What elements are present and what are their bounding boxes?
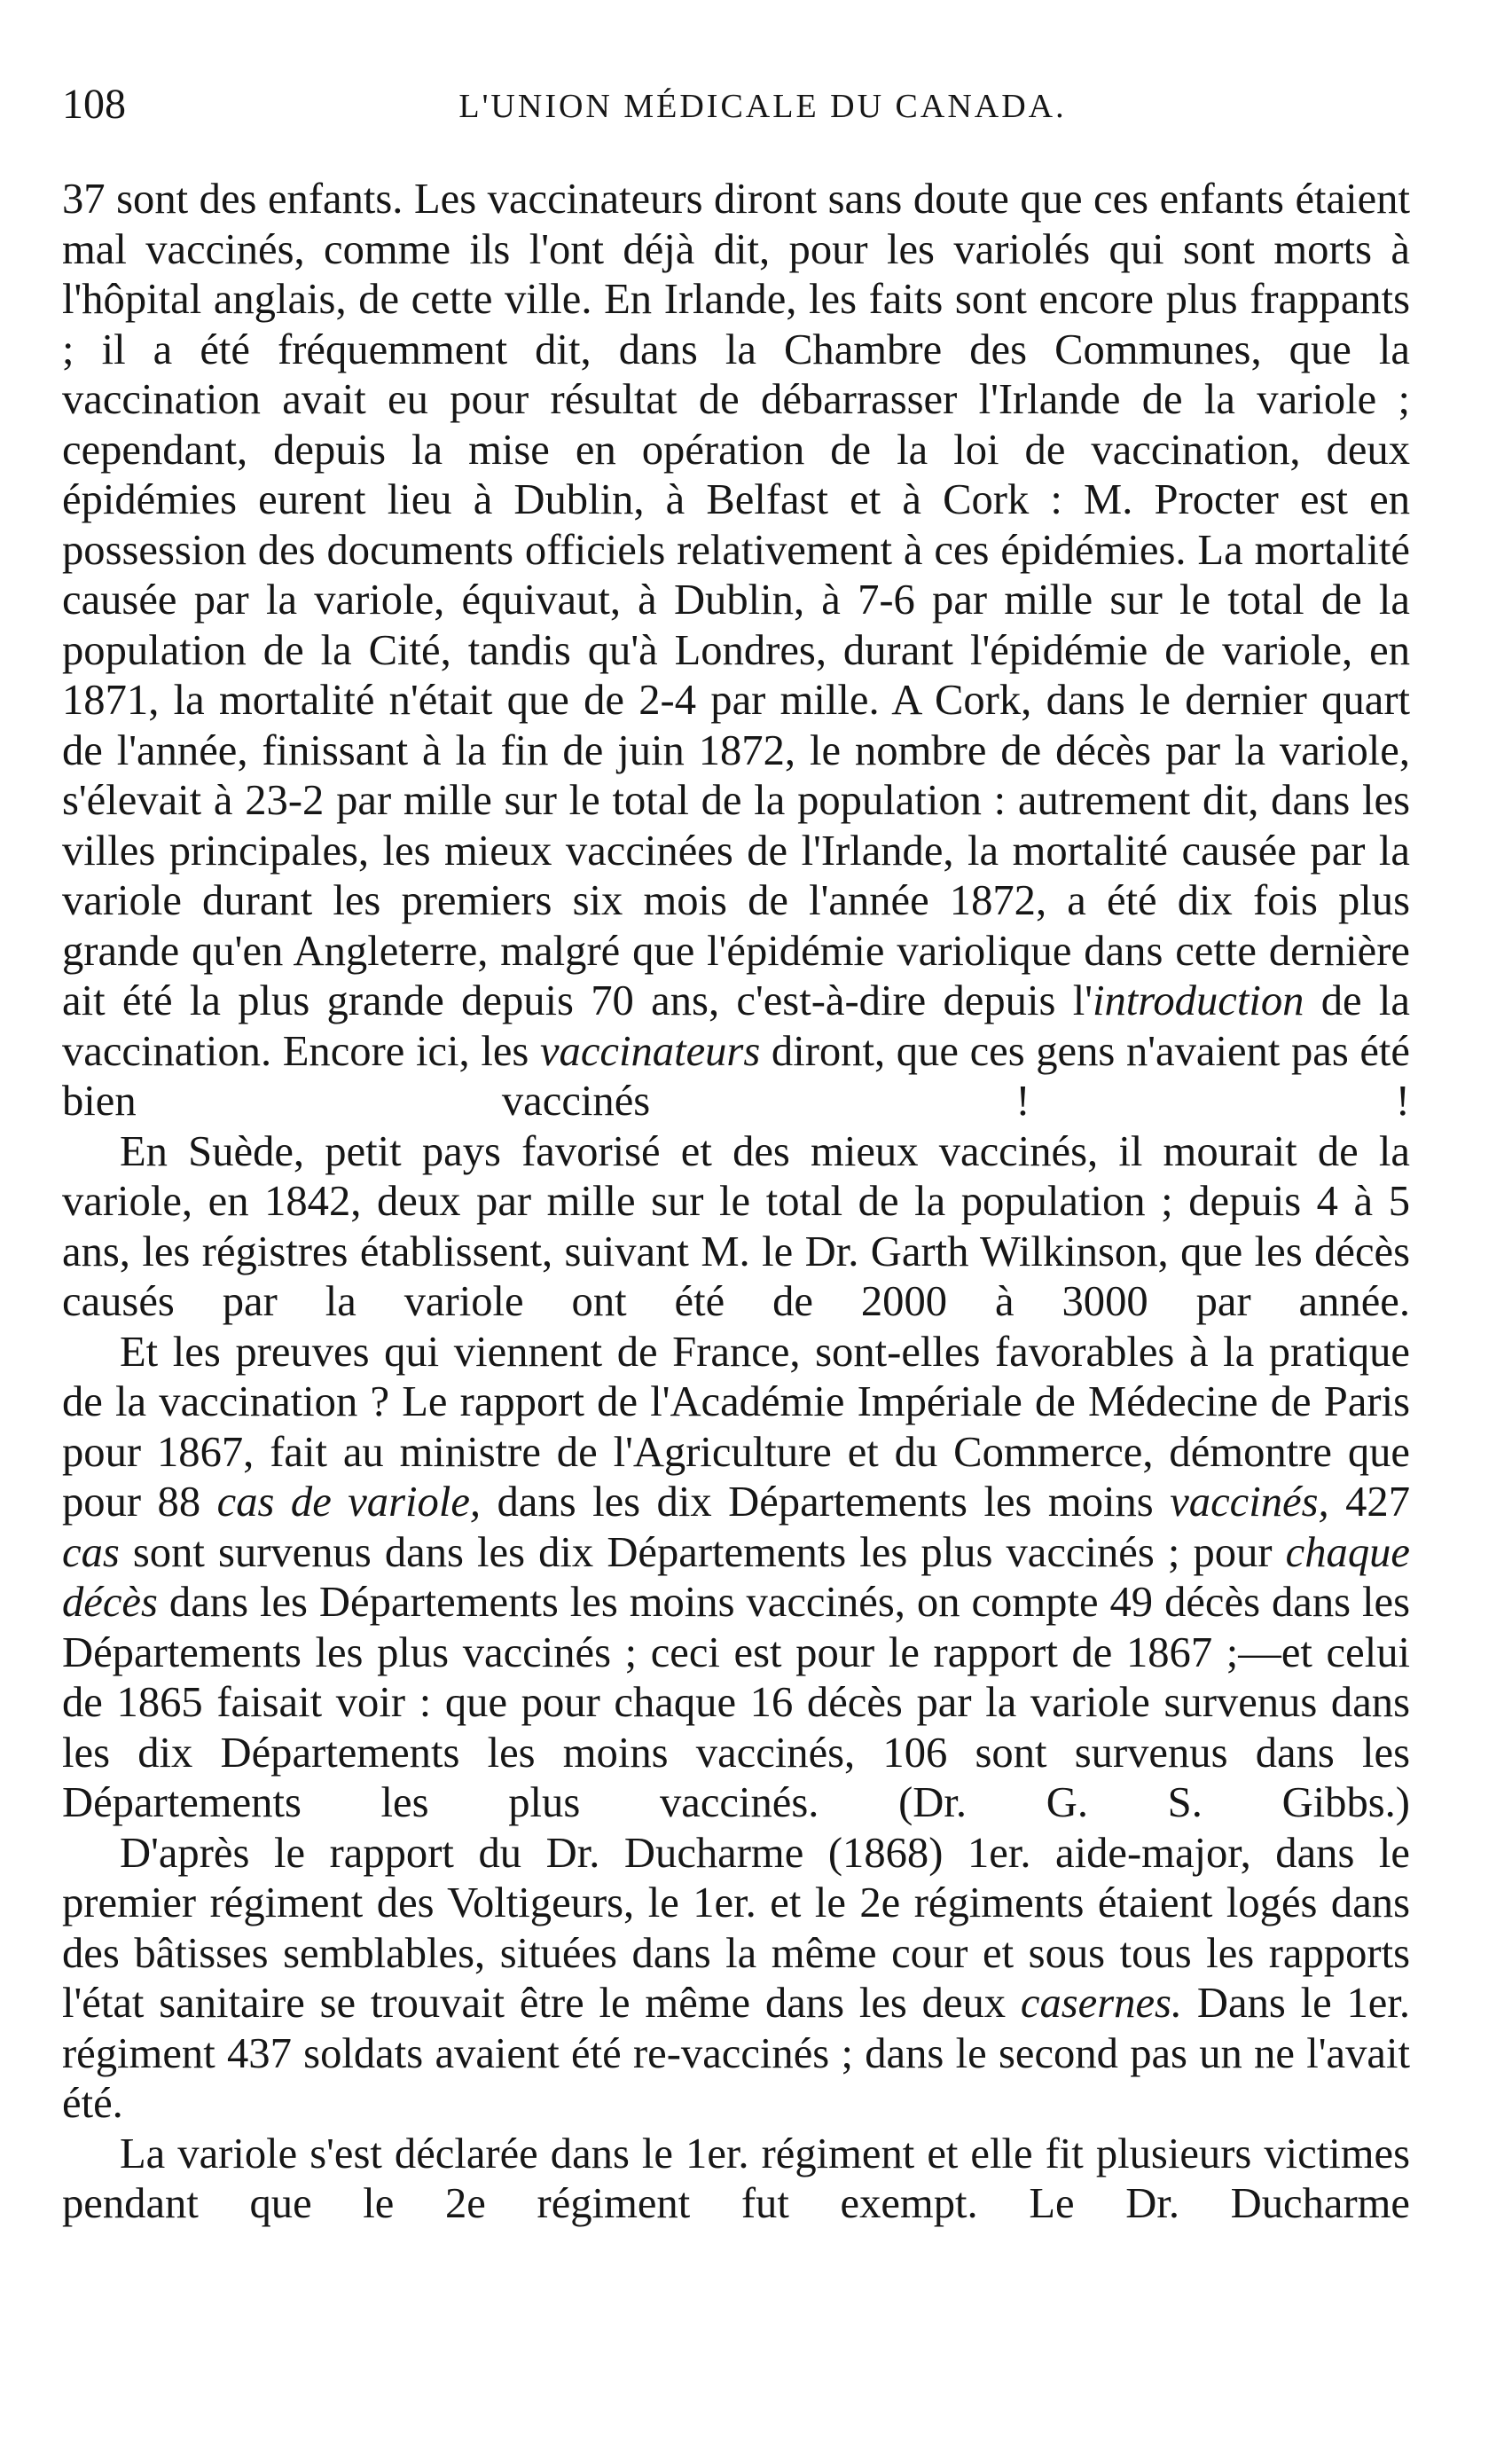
text-segment: dans les Départements les moins vaccinés, on compte 49 décès dans les Départements les plus vaccinés ; ceci est pour le rapport de 1867 ;—et celui de 1865 faisait voir : que pour chaque 16 décès par la variole survenus dans les dix Départements les moins vaccinés, 106 sont survenus dans les Départements les plus vaccinés. (Dr. G. S. Gibbs.)	[62, 1578, 1410, 1826]
paragraph-5	[62, 2129, 1410, 2229]
paragraph-3	[62, 1327, 1410, 1828]
text-segment: En Suède, petit pays favorisé et des mieux vaccinés, il mourait de la variole, en 1842, deux par mille sur le total de la population ; depuis 4 à 5 ans, les régistres établissent, suivant M. le Dr. Garth Wilkinson, que les décès causés par la variole ont été de 2000 à 3000 par année.	[62, 1126, 1410, 1325]
text-segment: La variole s'est déclarée dans le 1er. régiment et elle fit plusieurs victimes pendant que le 2e régiment fut exempt. Le Dr. Ducharme	[62, 2129, 1410, 2227]
text-segment: Et les preuves qui viennent de France, sont-elles favorables à la pratique de la vaccination ? Le rapport de l'Académie Impériale de Médecine de Paris pour 1867, fait au ministre de l'Agriculture et du Commerce, démontre que pour 88	[62, 1327, 1410, 1526]
text-segment: D'après le rapport du Dr. Ducharme (1868) 1er. aide-major, dans le premier régiment des Voltigeurs, le 1er. et le 2e régiments étaient logés dans des bâtisses semblables, situées dans la même cour et sous tous les rapports l'état sanitaire se trouvait être le même dans les deux	[62, 1828, 1410, 2027]
text-segment: sont survenus dans les dix Départements les plus vaccinés ; pour	[119, 1527, 1286, 1576]
text-segment: dans les dix Départements les moins	[481, 1478, 1171, 1526]
page-number: 108	[62, 81, 126, 128]
text-segment: de la vaccination. Encore ici, les	[62, 977, 1411, 1075]
text-segment: 427	[1328, 1478, 1411, 1526]
page-header	[62, 78, 1410, 140]
italic-text-segment: vaccinés,	[1170, 1478, 1329, 1526]
text-segment: Dans le 1er. régiment 437 soldats avaient été re-vaccinés ; dans le second pas un ne l'avait été.	[62, 1979, 1410, 2127]
italic-text-segment: casernes.	[1020, 1979, 1183, 2027]
italic-text-segment: cas	[62, 1527, 120, 1576]
paragraph-1	[62, 174, 1410, 1126]
body-text	[62, 174, 1410, 2229]
paragraph-4	[62, 1828, 1410, 2129]
italic-text-segment: introduction	[1092, 977, 1304, 1024]
text-segment: 37 sont des enfants. Les vaccinateurs diront sans doute que ces enfants étaient mal vaccinés, comme ils l'ont déjà dit, pour les variolés qui sont morts à l'hôpital anglais, de cette ville. En Irlande, les faits sont encore plus frappants ; il a été fréquemment dit, dans la Chambre des Communes, que la vaccination avait eu pour résultat de débarrasser l'Irlande de la variole ; cependant, depuis la mise en opération de la loi de vaccination, deux épidémies eurent lieu à Dublin, à Belfast et à Cork : M. Procter est en possession des documents officiels relativement à ces épidémies. La mortalité causée par la variole, équivaut, à Dublin, à 7-6 par mille sur le total de la population de la Cité, tandis qu'à Londres, durant l'épidémie de variole, en 1871, la mortalité n'était que de 2-4 par mille. A Cork, dans le dernier quart de l'année, finissant à la fin de juin 1872, le nombre de décès par la variole, s'élevait à 23-2 par mille sur le total de la population : autrement dit, dans les villes principales, les mieux vaccinées de l'Irlande, la mortalité causée par la variole durant les premiers six mois de l'année 1872, a été dix fois plus grande qu'en Angleterre, malgré que l'épidémie variolique dans cette dernière ait été la plus grande depuis 70 ans, c'est-à-dire depuis l'	[62, 175, 1410, 1024]
italic-text-segment: cas de variole,	[216, 1478, 482, 1526]
running-head: L'UNION MÉDICALE DU CANADA.	[458, 88, 1067, 125]
text-segment: diront, que ces gens n'avaient pas été bien vaccinés ! !	[62, 1026, 1411, 1125]
italic-text-segment: chaque décès	[62, 1527, 1410, 1626]
paragraph-2	[62, 1126, 1410, 1327]
italic-text-segment: vaccinateurs	[539, 1026, 761, 1075]
